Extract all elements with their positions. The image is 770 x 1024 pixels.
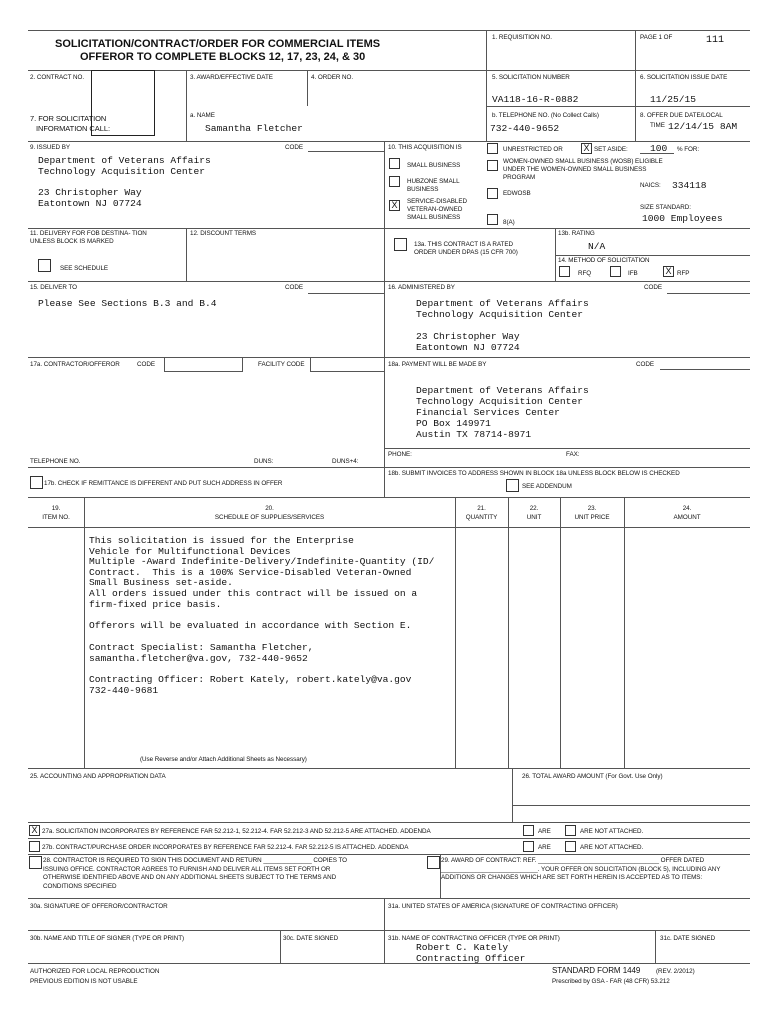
rule <box>28 357 750 358</box>
delivery-fob-label: 11. DELIVERY FOR FOB DESTINA- TION UNLESS BLOCK IS MARKED <box>30 230 147 245</box>
co-name: Robert C. Kately <box>416 942 509 953</box>
footer-rev: (REV. 2/2012) <box>656 968 695 975</box>
footer-form-name: STANDARD FORM 1449 <box>552 966 641 975</box>
sdvosb-checkbox[interactable]: X <box>389 200 400 211</box>
contractor-code-label: CODE <box>137 361 155 368</box>
small-business-label: SMALL BUSINESS <box>407 162 461 169</box>
rule <box>28 527 750 528</box>
rule <box>28 838 750 839</box>
size-standard-value: 1000 Employees <box>642 213 723 224</box>
rule <box>28 467 384 468</box>
rule <box>455 497 456 768</box>
accounting-label: 25. ACCOUNTING AND APPROPRIATION DATA <box>30 773 166 780</box>
rule <box>660 369 750 370</box>
27a-are-label: ARE <box>538 828 551 835</box>
schedule-line: This solicitation is issued for the Enterprise <box>89 535 354 546</box>
rule <box>186 70 187 141</box>
rfp-checkbox[interactable]: X <box>663 266 674 277</box>
footer-local-repro: AUTHORIZED FOR LOCAL REPRODUCTION <box>30 968 160 975</box>
signer-name-label: 30b. NAME AND TITLE OF SIGNER (TYPE OR PRINT) <box>30 935 185 942</box>
eight-a-label: 8(A) <box>503 219 515 226</box>
co-signature-label: 31a. UNITED STATES OF AMERICA (SIGNATURE OF CONTRACTING OFFICER) <box>388 903 618 910</box>
hubzone-label: HUBZONE SMALL BUSINESS <box>407 178 460 193</box>
sdvosb-label: SERVICE-DISABLED VETERAN-OWNED SMALL BUSINESS <box>407 198 467 221</box>
rule <box>186 228 187 281</box>
address-line: Austin TX 78714-8971 <box>416 429 532 440</box>
address-line: 23 Christopher Way <box>38 187 142 198</box>
due-date-label: 8. OFFER DUE DATE/LOCAL <box>640 112 723 119</box>
set-aside-checkbox[interactable]: X <box>581 143 592 154</box>
invoice-label: 18b. SUBMIT INVOICES TO ADDRESS SHOWN IN BLOCK 18a UNLESS BLOCK BELOW IS CHECKED <box>388 470 680 477</box>
discount-terms-label: 12. DISCOUNT TERMS <box>190 230 257 237</box>
requisition-label: 1. REQUISITION NO. <box>492 34 552 41</box>
29-label: 29. AWARD OF CONTRACT: REF. ___________________________________ OFFER DATED ____________________________. YOUR OFFER ON SOLICITATION (BLOCK 5), INCLUDING ANY ADDITIONS OR CHANGES WHICH ARE SET FORTH HEREIN IS ACCEPTED AS TO ITEMS: <box>441 857 721 882</box>
schedule-footnote: (Use Reverse and/or Attach Additional Sheets as Necessary) <box>140 756 307 763</box>
phone-label: b. TELEPHONE NO. (No Collect Calls) <box>492 112 599 119</box>
contract-no-label: 2. CONTRACT NO. <box>30 74 85 81</box>
naics-value: 334118 <box>672 180 707 191</box>
small-business-checkbox[interactable] <box>389 158 400 169</box>
rule <box>512 768 513 822</box>
name-label: a. NAME <box>190 112 215 119</box>
issue-date: 11/25/15 <box>650 94 697 105</box>
co-name-label: 31b. NAME OF CONTRACTING OFFICER (TYPE OR PRINT) <box>388 935 560 942</box>
time-label: TIME <box>650 122 665 129</box>
rule <box>28 898 750 899</box>
27a-are-checkbox[interactable] <box>523 825 534 836</box>
rule <box>84 497 85 768</box>
unrestricted-checkbox[interactable] <box>487 143 498 154</box>
address-line: Department of Veterans Affairs <box>416 298 589 309</box>
col-quantity-num: 21. <box>477 505 486 512</box>
issued-by-code-label: CODE <box>285 144 303 151</box>
administered-by-code-label: CODE <box>644 284 662 291</box>
size-standard-label: SIZE STANDARD: <box>640 204 691 211</box>
co-date-label: 31c. DATE SIGNED <box>660 935 716 942</box>
rule <box>486 30 487 141</box>
schedule-line: Contracting Officer: Robert Kately, robert.kately@va.gov <box>89 674 412 685</box>
schedule-line: Vehicle for Multifunctional Devices <box>89 545 291 557</box>
deliver-to-text: Please See Sections B.3 and B.4 <box>38 298 217 309</box>
rule <box>308 151 384 152</box>
form-subtitle: OFFEROR TO COMPLETE BLOCKS 12, 17, 23, 24, & 30 <box>80 51 366 63</box>
co-title: Contracting Officer <box>416 953 526 964</box>
rule <box>28 768 750 769</box>
address-line: Eatontown NJ 07724 <box>38 198 142 209</box>
address-line: Technology Acquisition Center <box>38 166 205 177</box>
address-line: Department of Veterans Affairs <box>416 385 589 396</box>
27a-label: 27a. SOLICITATION INCORPORATES BY REFERENCE FAR 52.212-1, 52.212-4. FAR 52.212-3 AND 52.212-5 ARE ATTACHED. ADDENDA <box>42 828 431 835</box>
rule <box>512 805 750 806</box>
schedule-line: Small Business set-aside. <box>89 577 233 589</box>
rule <box>28 228 750 229</box>
address-line: Technology Acquisition Center <box>416 396 583 407</box>
contractor-code-box[interactable] <box>164 357 243 372</box>
27b-are-not-label: ARE NOT ATTACHED. <box>580 844 644 851</box>
solicitation-no-label: 5. SOLICITATION NUMBER <box>492 74 570 81</box>
col-amount-num: 24. <box>682 505 692 512</box>
administered-by-label: 16. ADMINISTERED BY <box>388 284 455 291</box>
27a-are-not-label: ARE NOT ATTACHED. <box>580 828 644 835</box>
acquisition-label: 10. THIS ACQUISITION IS <box>388 144 462 151</box>
address-line: 23 Christopher Way <box>416 331 520 342</box>
remittance-checkbox[interactable] <box>30 476 43 489</box>
27b-are-not-checkbox[interactable] <box>565 841 576 852</box>
address-line: PO Box 149971 <box>416 418 491 429</box>
offeror-signature-label: 30a. SIGNATURE OF OFFEROR/CONTRACTOR <box>30 903 168 910</box>
phone-label: PHONE: <box>388 451 412 458</box>
fax-label: FAX: <box>566 451 580 458</box>
schedule-line: 732-440-9681 <box>89 684 159 696</box>
form-title: SOLICITATION/CONTRACT/ORDER FOR COMMERCIAL ITEMS <box>55 38 381 50</box>
schedule-line: Contract Specialist: Samantha Fletcher, <box>89 642 314 653</box>
address-line: Financial Services Center <box>416 407 560 418</box>
rule <box>635 30 636 141</box>
rating-label: 13b. RATING <box>558 230 595 237</box>
for-info-label-2: INFORMATION CALL: <box>36 124 111 133</box>
contact-name: Samantha Fletcher <box>205 123 303 134</box>
ifb-checkbox[interactable] <box>610 266 621 277</box>
rated-order-label: 13a. THIS CONTRACT IS A RATED ORDER UNDER DPAS (15 CFR 700) <box>414 241 518 256</box>
edwosb-label: EDWOSB <box>503 190 531 197</box>
rule <box>560 497 561 768</box>
set-aside-percent: 100 <box>650 143 668 154</box>
rule <box>384 141 385 497</box>
wosb-label: WOMEN-OWNED SMALL BUSINESS (WOSB) ELIGIBLE UNDER THE WOMEN-OWNED SMALL BUSINESS PROGRAM <box>503 158 663 181</box>
order-no-label: 4. ORDER NO. <box>311 74 354 81</box>
ifb-label: IFB <box>628 270 638 277</box>
29-checkbox[interactable] <box>427 856 440 869</box>
27b-label: 27b. CONTRACT/PURCHASE ORDER INCORPORATES BY REFERENCE FAR 52.212-4. FAR 52.212-5 IS ATTACHED. ADDENDA <box>42 844 409 851</box>
remittance-label: 17b. CHECK IF REMITTANCE IS DIFFERENT AND PUT SUCH ADDRESS IN OFFER <box>44 480 283 487</box>
naics-label: NAICS: <box>640 182 661 189</box>
footer-previous-edition: PREVIOUS EDITION IS NOT USABLE <box>30 978 138 985</box>
rfq-label: RFQ <box>578 270 592 277</box>
rule <box>28 281 750 282</box>
offer-due-date: 12/14/15 8AM <box>668 121 738 132</box>
rule <box>486 106 750 107</box>
rule <box>28 854 750 855</box>
rule <box>384 467 750 468</box>
footer-prescribed: Prescribed by GSA - FAR (48 CFR) 53.212 <box>552 978 670 985</box>
rule <box>555 255 750 256</box>
issued-by-label: 9. ISSUED BY <box>30 144 70 151</box>
rule <box>655 930 656 963</box>
see-schedule-checkbox[interactable] <box>38 259 51 272</box>
eight-a-checkbox[interactable] <box>487 214 498 225</box>
duns-label: DUNS: <box>254 458 274 465</box>
address-line: Department of Veterans Affairs <box>38 155 211 166</box>
percent-for-label: % FOR: <box>677 146 700 153</box>
edwosb-checkbox[interactable] <box>487 188 498 199</box>
col-amount-label: AMOUNT <box>673 514 701 521</box>
rule <box>384 898 385 963</box>
solicitation-no: VA118-16-R-0882 <box>492 94 579 105</box>
total-award-label: 26. TOTAL AWARD AMOUNT (For Govt. Use Only) <box>522 773 663 780</box>
col-unit-price-num: 23. <box>587 505 597 512</box>
address-line: Technology Acquisition Center <box>416 309 583 320</box>
rule <box>384 448 750 449</box>
27a-are-not-checkbox[interactable] <box>565 825 576 836</box>
rated-order-checkbox[interactable] <box>394 238 407 251</box>
page-label: PAGE 1 OF <box>640 34 673 41</box>
telephone-label: TELEPHONE NO. <box>30 458 81 465</box>
schedule-line: Offerors will be evaluated in accordance with Section E. <box>89 620 412 631</box>
schedule-line: firm-fixed price basis. <box>89 598 222 610</box>
rule <box>667 293 750 294</box>
rule <box>280 930 281 963</box>
27b-are-label: ARE <box>538 844 551 851</box>
rule <box>28 963 750 964</box>
method-label: 14. METHOD OF SOLICITATION <box>558 257 650 264</box>
contact-phone: 732-440-9652 <box>490 123 560 134</box>
schedule-line: Contract. This is a 100% Service-Disabled Veteran-Owned <box>89 566 412 578</box>
27b-are-checkbox[interactable] <box>523 841 534 852</box>
rule <box>555 228 556 281</box>
rfp-label: RFP <box>677 270 690 277</box>
col-item-num: 19. <box>51 505 61 512</box>
rule <box>28 822 750 823</box>
col-quantity-label: QUANTITY <box>465 514 498 521</box>
rule <box>640 153 674 154</box>
rule <box>508 497 509 768</box>
schedule-line: Multiple -Award Indefinite-Delivery/Indefinite-Quantity (ID/ <box>89 556 435 568</box>
see-addendum-checkbox[interactable] <box>506 479 519 492</box>
duns4-label: DUNS+4: <box>332 458 359 465</box>
facility-code-label: FACILITY CODE <box>258 361 305 368</box>
page-total: 111 <box>706 35 725 46</box>
offeror-date-label: 30c. DATE SIGNED <box>283 935 339 942</box>
schedule-line: samantha.fletcher@va.gov, 732-440-9652 <box>89 652 308 664</box>
see-addendum-label: SEE ADDENDUM <box>522 483 572 490</box>
col-unit-label: UNIT <box>526 514 542 521</box>
rule <box>28 141 750 142</box>
facility-code-box[interactable] <box>310 357 385 372</box>
27a-checkbox[interactable]: X <box>29 825 40 836</box>
schedule-line: All orders issued under this contract will be issued on a <box>89 588 418 599</box>
award-date-label: 3. AWARD/EFFECTIVE DATE <box>190 74 273 81</box>
address-line: Eatontown NJ 07724 <box>416 342 520 353</box>
col-unit-price-label: UNIT PRICE <box>574 514 610 521</box>
28-checkbox[interactable] <box>29 856 42 869</box>
unrestricted-label: UNRESTRICTED OR <box>503 146 563 153</box>
rule <box>624 497 625 768</box>
rule <box>28 930 750 931</box>
rfq-checkbox[interactable] <box>559 266 570 277</box>
rule <box>28 497 750 498</box>
28-label: 28. CONTRACTOR IS REQUIRED TO SIGN THIS DOCUMENT AND RETURN ______________ COPIES TO ISSUING OFFICE. CONTRACTOR AGREES TO FURNISH AND DELIVER ALL ITEMS SET FORTH OR OTHERWISE IDENTIFIED ABOVE AND ON ANY ADDITIONAL SHEETS SUBJECT TO THE TERMS AND CONDITIONS SPECIFIED <box>43 857 347 890</box>
payment-code-label: CODE <box>636 361 654 368</box>
contractor-label: 17a. CONTRACTOR/OFFEROR <box>30 361 120 368</box>
col-schedule-label: SCHEDULE OF SUPPLIES/SERVICES <box>214 514 325 521</box>
27b-checkbox[interactable] <box>29 841 40 852</box>
payment-label: 18a. PAYMENT WILL BE MADE BY <box>388 361 487 368</box>
see-schedule-label: SEE SCHEDULE <box>60 265 109 272</box>
deliver-to-code-label: CODE <box>285 284 303 291</box>
issue-date-label: 6. SOLICITATION ISSUE DATE <box>640 74 728 81</box>
set-aside-label: SET ASIDE: <box>594 146 628 153</box>
wosb-checkbox[interactable] <box>487 160 498 171</box>
col-schedule-num: 20. <box>265 505 274 512</box>
col-unit-num: 22. <box>529 505 539 512</box>
rule <box>307 70 308 106</box>
hubzone-checkbox[interactable] <box>389 176 400 187</box>
rating-value: N/A <box>588 241 606 252</box>
col-item-label: ITEM NO. <box>42 514 70 521</box>
rule <box>28 30 750 31</box>
rule <box>308 293 384 294</box>
deliver-to-label: 15. DELIVER TO <box>30 284 78 291</box>
for-info-label: 7. FOR SOLICITATION <box>30 114 107 123</box>
